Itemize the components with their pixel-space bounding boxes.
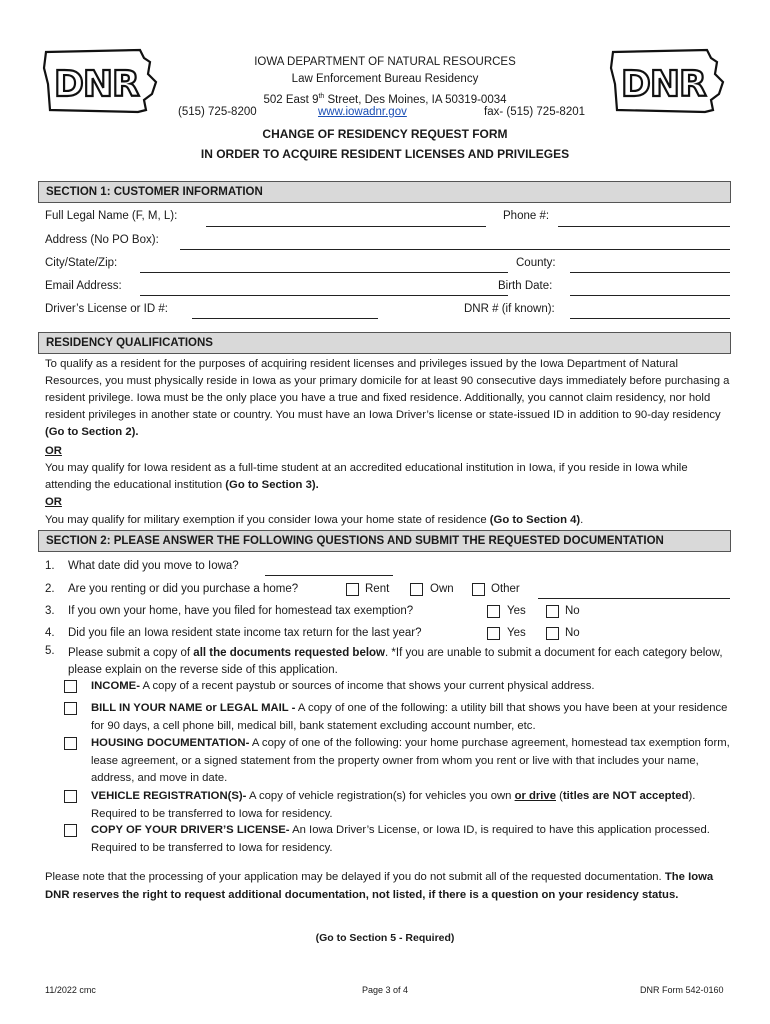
license-field[interactable]: [192, 318, 378, 319]
phone-label: Phone #:: [503, 210, 550, 222]
vehicle-checkbox[interactable]: [64, 790, 77, 803]
agency-name: IOWA DEPARTMENT OF NATURAL RESOURCES: [254, 56, 516, 68]
q2-label: Are you renting or did you purchase a home?: [68, 583, 299, 595]
doc-bill: BILL IN YOUR NAME or LEGAL MAIL - A copy of one of the following: a utility bill that shows you have been at your residence for 90 days, a cell phone bill, medical bill, bank statement excluding account number, etc.: [91, 702, 728, 732]
q2-number: 2.: [45, 583, 55, 595]
phone-field[interactable]: [558, 226, 730, 227]
footer-revision: 11/2022 cmc: [45, 985, 96, 995]
homestead-no-checkbox[interactable]: [546, 605, 559, 618]
dnr-number-field[interactable]: [570, 318, 730, 319]
full-name-field[interactable]: [206, 226, 486, 227]
or-divider-1: OR: [45, 445, 62, 457]
website-link[interactable]: www.iowadnr.gov: [318, 106, 407, 118]
own-checkbox[interactable]: [410, 583, 423, 596]
q5-number: 5.: [45, 645, 55, 657]
section1-heading: SECTION 1: CUSTOMER INFORMATION: [38, 181, 731, 203]
q1-number: 1.: [45, 560, 55, 572]
birth-date-field[interactable]: [570, 295, 730, 296]
form-subtitle: IN ORDER TO ACQUIRE RESIDENT LICENSES AND PRIVILEGES: [200, 147, 570, 161]
city-label: City/State/Zip:: [45, 257, 118, 269]
other-checkbox[interactable]: [472, 583, 485, 596]
email-label: Email Address:: [45, 280, 122, 292]
license-label: Driver’s License or ID #:: [45, 303, 168, 315]
bill-checkbox[interactable]: [64, 702, 77, 715]
birth-date-label: Birth Date:: [498, 280, 553, 292]
tax-return-yes-checkbox[interactable]: [487, 627, 500, 640]
section2-heading: SECTION 2: PLEASE ANSWER THE FOLLOWING QUESTIONS AND SUBMIT THE REQUESTED DOCUMENTATION: [38, 530, 731, 552]
address-label: Address (No PO Box):: [45, 234, 159, 246]
footer-form-number: DNR Form 542-0160: [640, 985, 724, 995]
tax-return-yes-label: Yes: [507, 627, 526, 639]
doc-income: INCOME- A copy of a recent paystub or sources of income that shows your current physical address.: [91, 680, 595, 692]
rent-checkbox[interactable]: [346, 583, 359, 596]
dnr-logo-left: [40, 44, 166, 116]
county-field[interactable]: [570, 272, 730, 273]
doc-license: COPY OF YOUR DRIVER’S LICENSE- An Iowa Driver’s License, or Iowa ID, is required to have this application processed. Required to be transferred to Iowa for residency.: [91, 824, 710, 854]
q3-label: If you own your home, have you filed for homestead tax exemption?: [68, 605, 414, 617]
agency-phone: (515) 725-8200: [178, 106, 257, 118]
goto-section5: (Go to Section 5 - Required): [315, 932, 455, 944]
move-date-field[interactable]: [265, 575, 393, 576]
agency-address: 502 East 9th Street, Des Moines, IA 50319-0034: [263, 93, 507, 106]
homestead-yes-checkbox[interactable]: [487, 605, 500, 618]
income-checkbox[interactable]: [64, 680, 77, 693]
q4-number: 4.: [45, 627, 55, 639]
bureau-name: Law Enforcement Bureau Residency: [291, 73, 479, 85]
dnr-number-label: DNR # (if known):: [464, 303, 555, 315]
address-field[interactable]: [180, 249, 730, 250]
or-divider-2: OR: [45, 496, 62, 508]
email-field[interactable]: [140, 295, 508, 296]
doc-vehicle: VEHICLE REGISTRATION(S)- A copy of vehicle registration(s) for vehicles you own or drive (titles are NOT accepted). Required to be transferred to Iowa for residency.: [91, 790, 696, 820]
own-label: Own: [430, 583, 454, 595]
qualification-paragraph-1: To qualify as a resident for the purposes of acquiring resident licenses and privileges issued by the Iowa Department of Natural Resources, you must physically reside in Iowa as your primary domicile for at least 90 consecutive days immediately before purchasing a resident privilege. Iowa must be the only place you have a true and fixed residence. Additionally, you cannot claim residency, nor hold resident privileges in another state or country. You must have an Iowa Driver’s license or state-issued ID in addition to 90-day residency (Go to Section 2).: [45, 358, 730, 438]
city-field[interactable]: [140, 272, 508, 273]
qualification-paragraph-2: You may qualify for Iowa resident as a full-time student at an accredited educational institution in Iowa, if you reside in Iowa while attending the educational institution (Go to Section 3).: [45, 462, 688, 491]
tax-return-no-label: No: [565, 627, 580, 639]
county-label: County:: [516, 257, 556, 269]
qualification-paragraph-3: You may qualify for military exemption if you consider Iowa your home state of residence (Go to Section 4).: [45, 514, 584, 526]
homestead-yes-label: Yes: [507, 605, 526, 617]
other-field[interactable]: [538, 598, 730, 599]
q3-number: 3.: [45, 605, 55, 617]
processing-note: Please note that the processing of your application may be delayed if you do not submit all of the requested documentation. The Iowa DNR reserves the right to request additional documentation, not listed, if there is a question on your residency status.: [45, 871, 714, 901]
qualifications-heading: RESIDENCY QUALIFICATIONS: [38, 332, 731, 354]
other-label: Other: [491, 583, 520, 595]
tax-return-no-checkbox[interactable]: [546, 627, 559, 640]
q4-label: Did you file an Iowa resident state income tax return for the last year?: [68, 627, 422, 639]
q1-label: What date did you move to Iowa?: [68, 560, 239, 572]
svg-text:DNR: DNR: [621, 64, 706, 105]
doc-housing: HOUSING DOCUMENTATION- A copy of one of the following: your home purchase agreement, homestead tax exemption form, lease agreement, or a signed statement from the property owner from whom you rent or live with that includes your name, address, and move in date.: [91, 737, 730, 784]
agency-fax: fax- (515) 725-8201: [484, 106, 586, 118]
form-title: CHANGE OF RESIDENCY REQUEST FORM: [262, 127, 508, 141]
svg-text:DNR: DNR: [54, 64, 139, 105]
q5-instructions: Please submit a copy of all the documents requested below. *If you are unable to submit a document for each category below, please explain on the reverse side of this application.: [68, 647, 723, 676]
footer-page: Page 3 of 4: [362, 985, 409, 995]
dnr-logo-right: [607, 44, 733, 116]
full-name-label: Full Legal Name (F, M, L):: [45, 210, 178, 222]
license-copy-checkbox[interactable]: [64, 824, 77, 837]
rent-label: Rent: [365, 583, 390, 595]
housing-checkbox[interactable]: [64, 737, 77, 750]
homestead-no-label: No: [565, 605, 580, 617]
